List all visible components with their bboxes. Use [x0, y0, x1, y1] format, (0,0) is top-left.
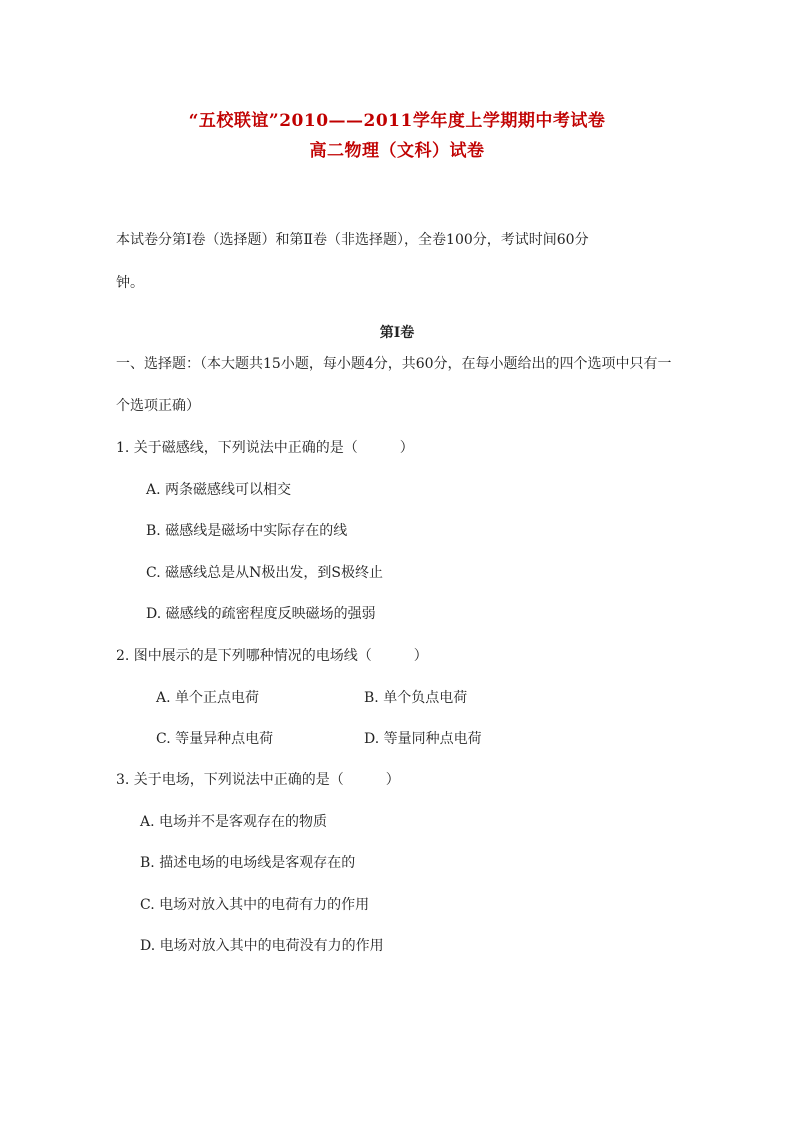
question-1-option-c: C. 磁感线总是从N极出发，到S极终止 [146, 565, 383, 581]
question-2-stem: 2. 图中展示的是下列哪种情况的电场线（ ） [116, 648, 428, 664]
exam-title-line2: 高二物理（文科）试卷 [309, 141, 485, 161]
question-3-option-c: C. 电场对放入其中的电荷有力的作用 [140, 897, 370, 913]
question-3-option-a: A. 电场并不是客观存在的物质 [140, 814, 328, 830]
question-1-option-b: B. 磁感线是磁场中实际存在的线 [146, 523, 348, 539]
question-1-option-a: A. 两条磁感线可以相交 [146, 482, 292, 498]
question-1-option-d: D. 磁感线的疏密程度反映磁场的强弱 [146, 606, 376, 622]
question-2-option-d: D. 等量同种点电荷 [364, 731, 482, 747]
intro-text-line1: 本试卷分第Ⅰ卷（选择题）和第Ⅱ卷（非选择题），全卷100分，考试时间60分 [116, 232, 589, 248]
question-3-option-b: B. 描述电场的电场线是客观存在的 [140, 855, 356, 871]
question-2-option-a: A. 单个正点电荷 [156, 690, 260, 706]
part-instructions-line1: 一、选择题：（本大题共15小题，每小题4分，共60分，在每小题给出的四个选项中只有一 [116, 356, 672, 372]
question-2-option-b: B. 单个负点电荷 [364, 690, 468, 706]
question-2-option-c: C. 等量异种点电荷 [156, 731, 274, 747]
section-heading: 第Ⅰ卷 [379, 325, 415, 341]
question-3-stem: 3. 关于电场，下列说法中正确的是（ ） [116, 772, 400, 788]
part-instructions-line2: 个选项正确） [116, 398, 200, 414]
exam-title-line1: “五校联谊”2010——2011学年度上学期期中考试卷 [188, 111, 606, 131]
intro-text-line2: 钟。 [116, 275, 144, 291]
question-3-option-d: D. 电场对放入其中的电荷没有力的作用 [140, 938, 384, 954]
question-1-stem: 1. 关于磁感线，下列说法中正确的是（ ） [116, 440, 414, 456]
